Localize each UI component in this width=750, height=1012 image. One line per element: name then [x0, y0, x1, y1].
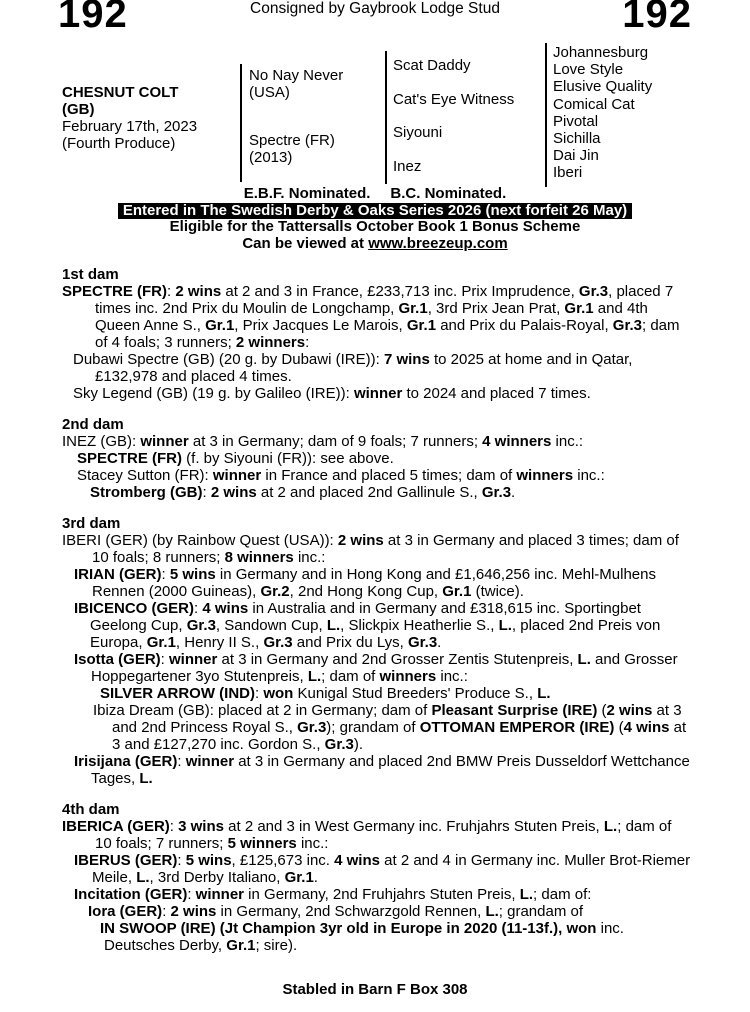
- text-run: at 2 and 3 in West Germany inc. Fruhjahrs Stuten Preis,: [223, 818, 604, 835]
- text-run: in France and placed 5 times; dam of: [261, 467, 517, 484]
- pedigree-paragraph: [62, 433, 692, 450]
- pedigree-ancestor: Love Style: [553, 61, 624, 79]
- ancestor-suffix: (2013): [249, 149, 293, 166]
- dam-section: [0, 801, 692, 954]
- text-run: , 3rd Derby Italiano,: [149, 869, 285, 886]
- text-run: at 3 and £127,270 inc. Gordon S.,: [112, 719, 687, 753]
- dam-heading: 2nd dam: [62, 416, 124, 433]
- text-run: Gr.3: [407, 634, 438, 651]
- text-run: , placed 2nd Preis von Europa,: [90, 617, 661, 651]
- text-run: Incitation (GER): [74, 886, 188, 903]
- viewed-line: [0, 236, 750, 253]
- text-run: (: [597, 702, 607, 719]
- text-run: Gr.3: [297, 719, 327, 736]
- text-run: Gr.3: [612, 317, 642, 334]
- text-run: :: [194, 600, 203, 617]
- pedigree-paragraph: [90, 484, 692, 501]
- text-run: 5 wins: [169, 566, 216, 583]
- text-run: , placed 7 times inc. 2nd Prix du Moulin de Longchamp,: [95, 283, 674, 317]
- text-run: L.: [139, 770, 153, 787]
- text-run: in Germany and in Hong Kong and £1,646,256 inc. Mehl-Mulhens Rennen (2000 Guineas),: [92, 566, 656, 600]
- pedigree-ancestor: Cat's Eye Witness: [393, 90, 515, 108]
- text-run: 2 wins: [606, 702, 653, 719]
- text-run: Dubawi Spectre (GB) (20 g. by Dubawi (IRE)):: [73, 351, 384, 368]
- pedigree-paragraph: [74, 600, 692, 651]
- text-run: Isotta (GER): [74, 651, 161, 668]
- entered-line: [0, 203, 750, 220]
- text-run: to 2024 and placed 7 times.: [402, 385, 591, 402]
- dam-section: [0, 416, 692, 501]
- table-rule-3: [545, 43, 547, 187]
- text-run: at 2 and placed 2nd Gallinule S.,: [256, 484, 482, 501]
- text-run: Kunigal Stud Breeders' Produce S.,: [293, 685, 538, 702]
- text-run: :: [305, 334, 310, 351]
- subject-produce: (Fourth Produce): [62, 135, 176, 152]
- pedigree-ancestor: Scat Daddy: [393, 57, 471, 74]
- text-run: 8 winners: [224, 549, 294, 566]
- pedigree-paragraph: [62, 532, 692, 566]
- text-run: IBERICA (GER): [62, 818, 170, 835]
- text-run: winner: [195, 886, 245, 903]
- text-run: winner: [185, 753, 235, 770]
- grandparents-column: [393, 57, 543, 191]
- pedigree-paragraph: [73, 385, 692, 402]
- text-run: ; grandam of: [498, 903, 583, 920]
- text-run: and Prix du Lys,: [292, 634, 408, 651]
- text-run: and 4th Queen Anne S.,: [95, 300, 648, 334]
- text-run: 2 winners: [235, 334, 306, 351]
- text-run: , Prix Jacques Le Marois,: [234, 317, 407, 334]
- text-run: L.: [485, 903, 499, 920]
- text-run: L.: [537, 685, 551, 702]
- text-run: IBERUS (GER): [74, 852, 178, 869]
- text-run: Gr.2: [260, 583, 290, 600]
- text-run: INEZ (GB):: [62, 433, 141, 450]
- subject-dob: February 17th, 2023: [62, 118, 198, 135]
- text-run: Stromberg (GB): [90, 484, 203, 501]
- text-run: inc.:: [293, 549, 326, 566]
- text-run: :: [187, 886, 196, 903]
- dam-section: [0, 515, 692, 787]
- text-run: Gr.3: [186, 617, 216, 634]
- lot-number-left: 192: [58, 0, 128, 36]
- text-run: SILVER ARROW (IND): [100, 685, 255, 702]
- text-run: in Australia and in Germany and £318,615 inc. Sportingbet Geelong Cup,: [90, 600, 641, 634]
- text-run: :: [167, 283, 176, 300]
- pedigree-ancestor: Johannesburg: [553, 44, 649, 61]
- text-run: won: [263, 685, 294, 702]
- dam-heading: 3rd dam: [62, 515, 121, 532]
- text-run: 5 winners: [227, 835, 297, 852]
- text-run: ; dam of:: [533, 886, 592, 903]
- text-run: Gr.3: [263, 634, 293, 651]
- text-run: winner: [212, 467, 262, 484]
- text-run: (f. by Siyouni (FR)): see above.: [182, 450, 394, 467]
- text-run: to 2025 at home and in Qatar, £132,978 and placed 4 times.: [95, 351, 633, 385]
- text-run: at 3 and 2nd Princess Royal S.,: [112, 702, 682, 736]
- pedigree-paragraph: [93, 702, 692, 753]
- text-run: at 3 in Germany and placed 3 times; dam of 10 foals; 8 runners;: [92, 532, 679, 566]
- text-run: , 2nd Hong Kong Cup,: [289, 583, 443, 600]
- text-run: Gr.1: [442, 583, 472, 600]
- text-run: .: [511, 484, 516, 501]
- pedigree-paragraph: [77, 467, 692, 484]
- stabled-line: Stabled in Barn F Box 308: [282, 981, 468, 998]
- text-run: and Grosser Hoppegartener 3yo Stutenpreis,: [91, 651, 678, 685]
- text-run: Iora (GER): [88, 903, 163, 920]
- text-run: winners: [516, 467, 574, 484]
- text-run: inc. Deutsches Derby,: [104, 920, 624, 954]
- text-run: inc.:: [573, 467, 605, 484]
- ancestor-name: No Nay Never: [249, 67, 344, 84]
- text-run: SPECTRE (FR): [77, 450, 182, 467]
- text-run: at 3 in Germany and 2nd Grosser Zentis Stutenpreis,: [217, 651, 578, 668]
- nomination-line: [0, 186, 750, 203]
- text-run: (: [614, 719, 624, 736]
- text-run: Pleasant Surprise (IRE): [431, 702, 598, 719]
- text-run: Gr.1: [406, 317, 437, 334]
- text-run: L.: [603, 818, 618, 835]
- ancestor-name: Spectre (FR): [249, 132, 335, 149]
- pedigree-paragraph: [74, 753, 692, 787]
- text-run: ; dam of 4 foals; 3 runners;: [95, 317, 680, 351]
- subject-block: [62, 84, 232, 152]
- text-run: L.: [326, 617, 341, 634]
- eligible-line: Eligible for the Tattersalls October Book 1 Bonus Scheme: [169, 218, 581, 235]
- pedigree-paragraph: [77, 450, 692, 467]
- consignor-line: Consigned by Gaybrook Lodge Stud: [250, 0, 500, 17]
- text-run: at 3 in Germany and placed 2nd BMW Preis Dusseldorf Wettchance Tages,: [91, 753, 690, 787]
- text-run: ); grandam of: [326, 719, 420, 736]
- text-run: Sky Legend (GB) (19 g. by Galileo (IRE)):: [73, 385, 354, 402]
- text-run: Gr.1: [564, 300, 594, 317]
- text-run: Ibiza Dream (GB): placed at 2 in Germany; dam of: [93, 702, 432, 719]
- text-run: inc.:: [551, 433, 584, 450]
- text-run: ; dam of 10 foals; 7 runners;: [95, 818, 672, 852]
- ebf-nominated: E.B.F. Nominated.: [243, 185, 371, 202]
- text-run: winners: [379, 668, 437, 685]
- text-run: , Henry II S.,: [175, 634, 264, 651]
- text-run: and Prix du Palais-Royal,: [436, 317, 613, 334]
- text-run: IBERI (GER) (by Rainbow Quest (USA)):: [62, 532, 338, 549]
- pedigree-paragraph: [100, 685, 692, 702]
- pedigree-paragraph: [74, 886, 692, 903]
- text-run: 2 wins: [170, 903, 217, 920]
- text-run: ; dam of: [321, 668, 380, 685]
- text-run: L.: [577, 651, 591, 668]
- dam-section: [0, 266, 692, 402]
- text-run: :: [202, 484, 211, 501]
- text-run: 2 wins: [337, 532, 384, 549]
- pedigree-text: [0, 252, 750, 954]
- text-run: winner: [353, 385, 403, 402]
- text-run: L.: [519, 886, 534, 903]
- text-run: Gr.1: [398, 300, 428, 317]
- text-run: ).: [353, 736, 364, 753]
- text-run: IBICENCO (GER): [74, 600, 194, 617]
- text-run: 3 wins: [178, 818, 224, 835]
- text-run: , Slickpix Heatherlie S.,: [340, 617, 499, 634]
- text-run: 4 wins: [202, 600, 249, 617]
- pedigree-header: [0, 0, 750, 186]
- pedigree-ancestor: Inez: [393, 157, 422, 175]
- pedigree-paragraph: [62, 818, 692, 852]
- dam-heading: 1st dam: [62, 266, 119, 283]
- text-run: :: [161, 566, 170, 583]
- text-run: .: [437, 634, 442, 651]
- bc-nominated: B.C. Nominated.: [390, 185, 507, 202]
- text-run: 4 wins: [334, 852, 380, 869]
- pedigree-ancestor: Iberi: [553, 164, 583, 182]
- text-run: :: [177, 753, 186, 770]
- text-run: L.: [307, 668, 322, 685]
- text-run: at 2 and 4 in Germany inc. Muller Brot-Riemer Meile,: [92, 852, 691, 886]
- dam-heading: 4th dam: [62, 801, 120, 818]
- text-run: Gr.3: [578, 283, 609, 300]
- text-run: 5 wins: [185, 852, 232, 869]
- pedigree-ancestor: Elusive Quality: [553, 78, 653, 96]
- text-run: :: [255, 685, 264, 702]
- pedigree-ancestor: Comical Cat: [553, 95, 635, 113]
- pedigree-ancestor: [249, 67, 343, 101]
- text-run: OTTOMAN EMPEROR (IRE): [419, 719, 615, 736]
- table-rule-1: [240, 64, 242, 182]
- text-run: at 3 in Germany; dam of 9 foals; 7 runners;: [188, 433, 483, 450]
- text-run: L.: [136, 869, 150, 886]
- text-run: Gr.1: [226, 937, 256, 954]
- text-run: L.: [498, 617, 512, 634]
- text-run: , £125,673 inc.: [231, 852, 335, 869]
- pedigree-ancestor: Pivotal: [553, 112, 599, 130]
- text-run: 2 wins: [175, 283, 222, 300]
- subject-name: CHESNUT COLT (GB): [62, 84, 179, 118]
- text-run: Irisijana (GER): [74, 753, 178, 770]
- text-run: Gr.3: [481, 484, 512, 501]
- text-run: (twice).: [471, 583, 524, 600]
- text-run: Gr.1: [205, 317, 235, 334]
- text-run: , Sandown Cup,: [215, 617, 327, 634]
- text-run: , 3rd Prix Jean Prat,: [427, 300, 565, 317]
- text-run: in Germany, 2nd Fruhjahrs Stuten Preis,: [244, 886, 520, 903]
- text-run: winner: [169, 651, 218, 668]
- pedigree-paragraph: [62, 283, 692, 351]
- lot-number-right: 192: [622, 0, 692, 36]
- text-run: :: [162, 903, 171, 920]
- text-run: 7 wins: [383, 351, 430, 368]
- text-run: IRIAN (GER): [74, 566, 162, 583]
- notices-block: [0, 186, 750, 252]
- pedigree-paragraph: [100, 920, 692, 954]
- text-run: 4 wins: [623, 719, 670, 736]
- great-grandparents-column: [553, 44, 693, 182]
- text-run: ; sire).: [255, 937, 298, 954]
- text-run: Gr.1: [146, 634, 176, 651]
- text-run: inc.:: [436, 668, 468, 685]
- text-run: Stacey Sutton (FR):: [77, 467, 213, 484]
- text-run: :: [169, 818, 179, 835]
- pedigree-ancestor: [249, 132, 335, 166]
- pedigree-ancestor: Siyouni: [393, 124, 443, 141]
- text-run: Gr.1: [284, 869, 314, 886]
- text-run: in Germany, 2nd Schwarzgold Rennen,: [216, 903, 486, 920]
- text-run: .: [313, 869, 318, 886]
- text-run: :: [177, 852, 186, 869]
- pedigree-paragraph: [73, 351, 692, 385]
- text-run: at 2 and 3 in France, £233,713 inc. Prix Imprudence,: [221, 283, 579, 300]
- pedigree-paragraph: [74, 651, 692, 685]
- breezeup-link[interactable]: www.breezeup.com: [368, 234, 508, 252]
- pedigree-paragraph: [74, 566, 692, 600]
- table-rule-2: [385, 51, 387, 184]
- text-run: 4 winners: [482, 433, 552, 450]
- pedigree-paragraph: [74, 852, 692, 886]
- ancestor-suffix: (USA): [249, 84, 290, 101]
- text-run: SPECTRE (FR): [62, 283, 167, 300]
- pedigree-ancestor: Sichilla: [553, 130, 601, 148]
- text-run: IN SWOOP (IRE) (Jt Champion 3yr old in Europe in 2020 (11-13f.), won: [100, 920, 597, 937]
- text-run: winner: [140, 433, 189, 450]
- pedigree-paragraph: [88, 903, 692, 920]
- pedigree-ancestor: Dai Jin: [553, 147, 599, 165]
- text-run: 2 wins: [210, 484, 257, 501]
- viewed-prefix: Can be viewed at: [242, 234, 369, 252]
- text-run: Gr.3: [324, 736, 354, 753]
- entered-series-banner: Entered in The Swedish Derby & Oaks Series 2026 (next forfeit 26 May): [118, 203, 632, 219]
- text-run: :: [160, 651, 170, 668]
- text-run: inc.:: [296, 835, 329, 852]
